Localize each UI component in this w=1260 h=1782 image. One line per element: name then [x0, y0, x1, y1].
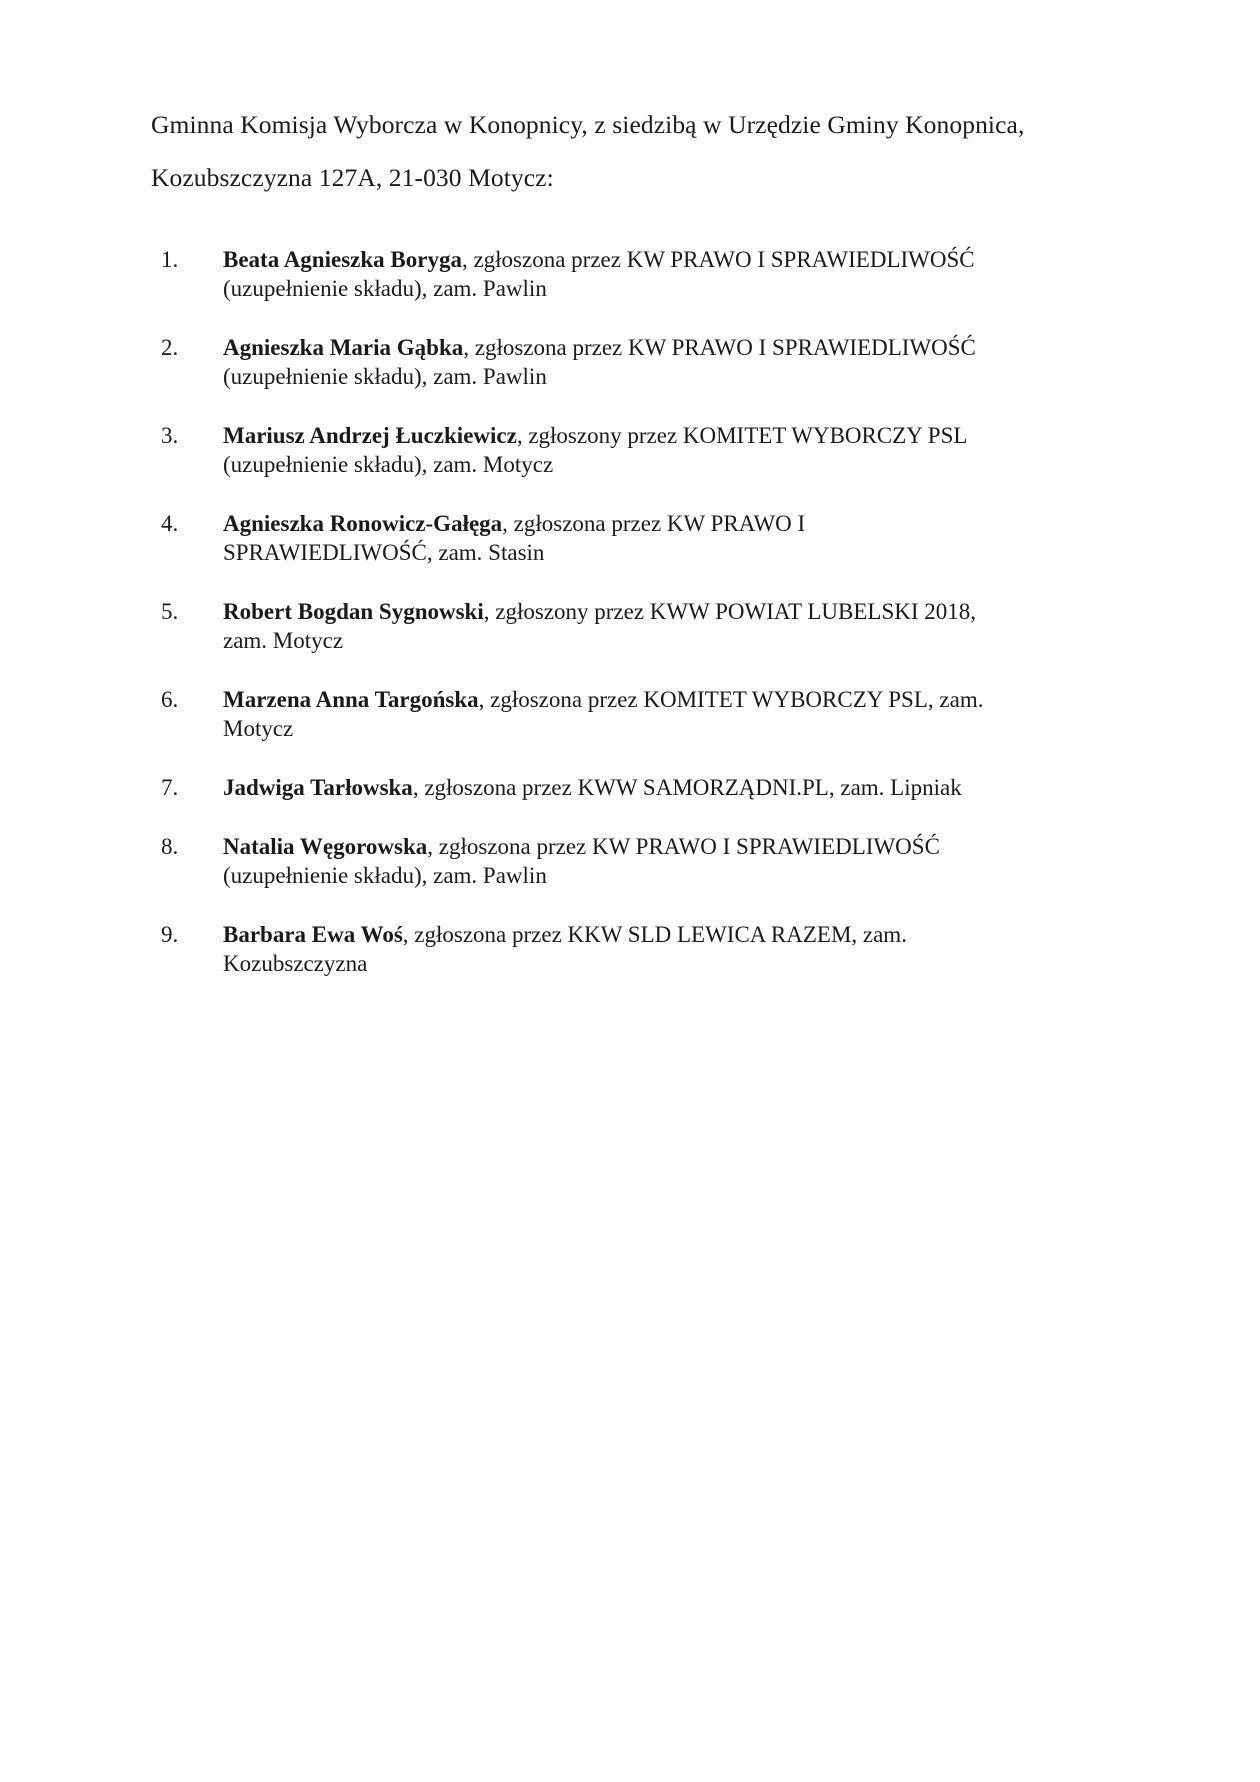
member-name: Agnieszka Maria Gąbka: [223, 335, 464, 360]
item-number: 9.: [161, 922, 179, 947]
item-number: 2.: [161, 335, 179, 360]
member-name: Marzena Anna Targońska: [223, 687, 479, 712]
list-item: [151, 920, 1131, 978]
list-item: [151, 245, 1131, 303]
member-nomination: , zgłoszona przez KW PRAWO I SPRAWIEDLIWOŚĆ: [463, 335, 976, 360]
item-number: 6.: [161, 687, 179, 712]
member-details: zam. Motycz: [223, 628, 344, 653]
member-nomination: , zgłoszony przez KOMITET WYBORCZY PSL: [516, 423, 968, 448]
member-details: Kozubszczyzna: [223, 951, 368, 976]
member-nomination: , zgłoszona przez KKW SLD LEWICA RAZEM, zam.: [402, 922, 907, 947]
list-item: [151, 685, 1131, 743]
item-number: 8.: [161, 834, 179, 859]
member-nomination: , zgłoszony przez KWW POWIAT LUBELSKI 2018,: [483, 599, 977, 624]
item-number: 3.: [161, 423, 179, 448]
members-list: [151, 245, 1131, 1008]
list-item: [151, 509, 1131, 567]
member-nomination: , zgłoszona przez KW PRAWO I SPRAWIEDLIWOŚĆ: [461, 247, 975, 272]
member-name: Mariusz Andrzej Łuczkiewicz: [223, 423, 517, 448]
member-details: (uzupełnienie składu), zam. Pawlin: [223, 364, 547, 389]
member-name: Agnieszka Ronowicz-Gałęga: [223, 511, 503, 536]
member-name: Natalia Węgorowska: [223, 834, 428, 859]
member-details: Motycz: [223, 716, 294, 741]
list-item: [151, 773, 1131, 802]
member-name: Robert Bogdan Sygnowski: [223, 599, 484, 624]
member-details: (uzupełnienie składu), zam. Motycz: [223, 452, 554, 477]
member-nomination: , zgłoszona przez KOMITET WYBORCZY PSL, zam.: [478, 687, 984, 712]
item-number: 7.: [161, 775, 179, 800]
intro-line-1: Gminna Komisja Wyborcza w Konopnicy, z siedzibą w Urzędzie Gminy Konopnica,: [151, 110, 1025, 139]
member-name: Beata Agnieszka Boryga: [223, 247, 462, 272]
member-details: (uzupełnienie składu), zam. Pawlin: [223, 276, 547, 301]
member-nomination: , zgłoszona przez KWW SAMORZĄDNI.PL, zam. Lipniak: [412, 775, 962, 800]
member-nomination: , zgłoszona przez KW PRAWO I SPRAWIEDLIWOŚĆ: [427, 834, 940, 859]
item-number: 5.: [161, 599, 179, 624]
list-item: [151, 333, 1131, 391]
item-number: 1.: [161, 247, 179, 272]
intro-line-2: Kozubszczyzna 127A, 21-030 Motycz:: [151, 163, 554, 192]
member-nomination: , zgłoszona przez KW PRAWO I: [502, 511, 806, 536]
item-number: 4.: [161, 511, 179, 536]
member-details: (uzupełnienie składu), zam. Pawlin: [223, 863, 547, 888]
member-name: Jadwiga Tarłowska: [223, 775, 413, 800]
intro-paragraph: [151, 98, 1151, 204]
list-item: [151, 421, 1131, 479]
member-name: Barbara Ewa Woś: [223, 922, 403, 947]
list-item: [151, 832, 1131, 890]
member-details: SPRAWIEDLIWOŚĆ, zam. Stasin: [223, 540, 545, 565]
list-item: [151, 597, 1131, 655]
